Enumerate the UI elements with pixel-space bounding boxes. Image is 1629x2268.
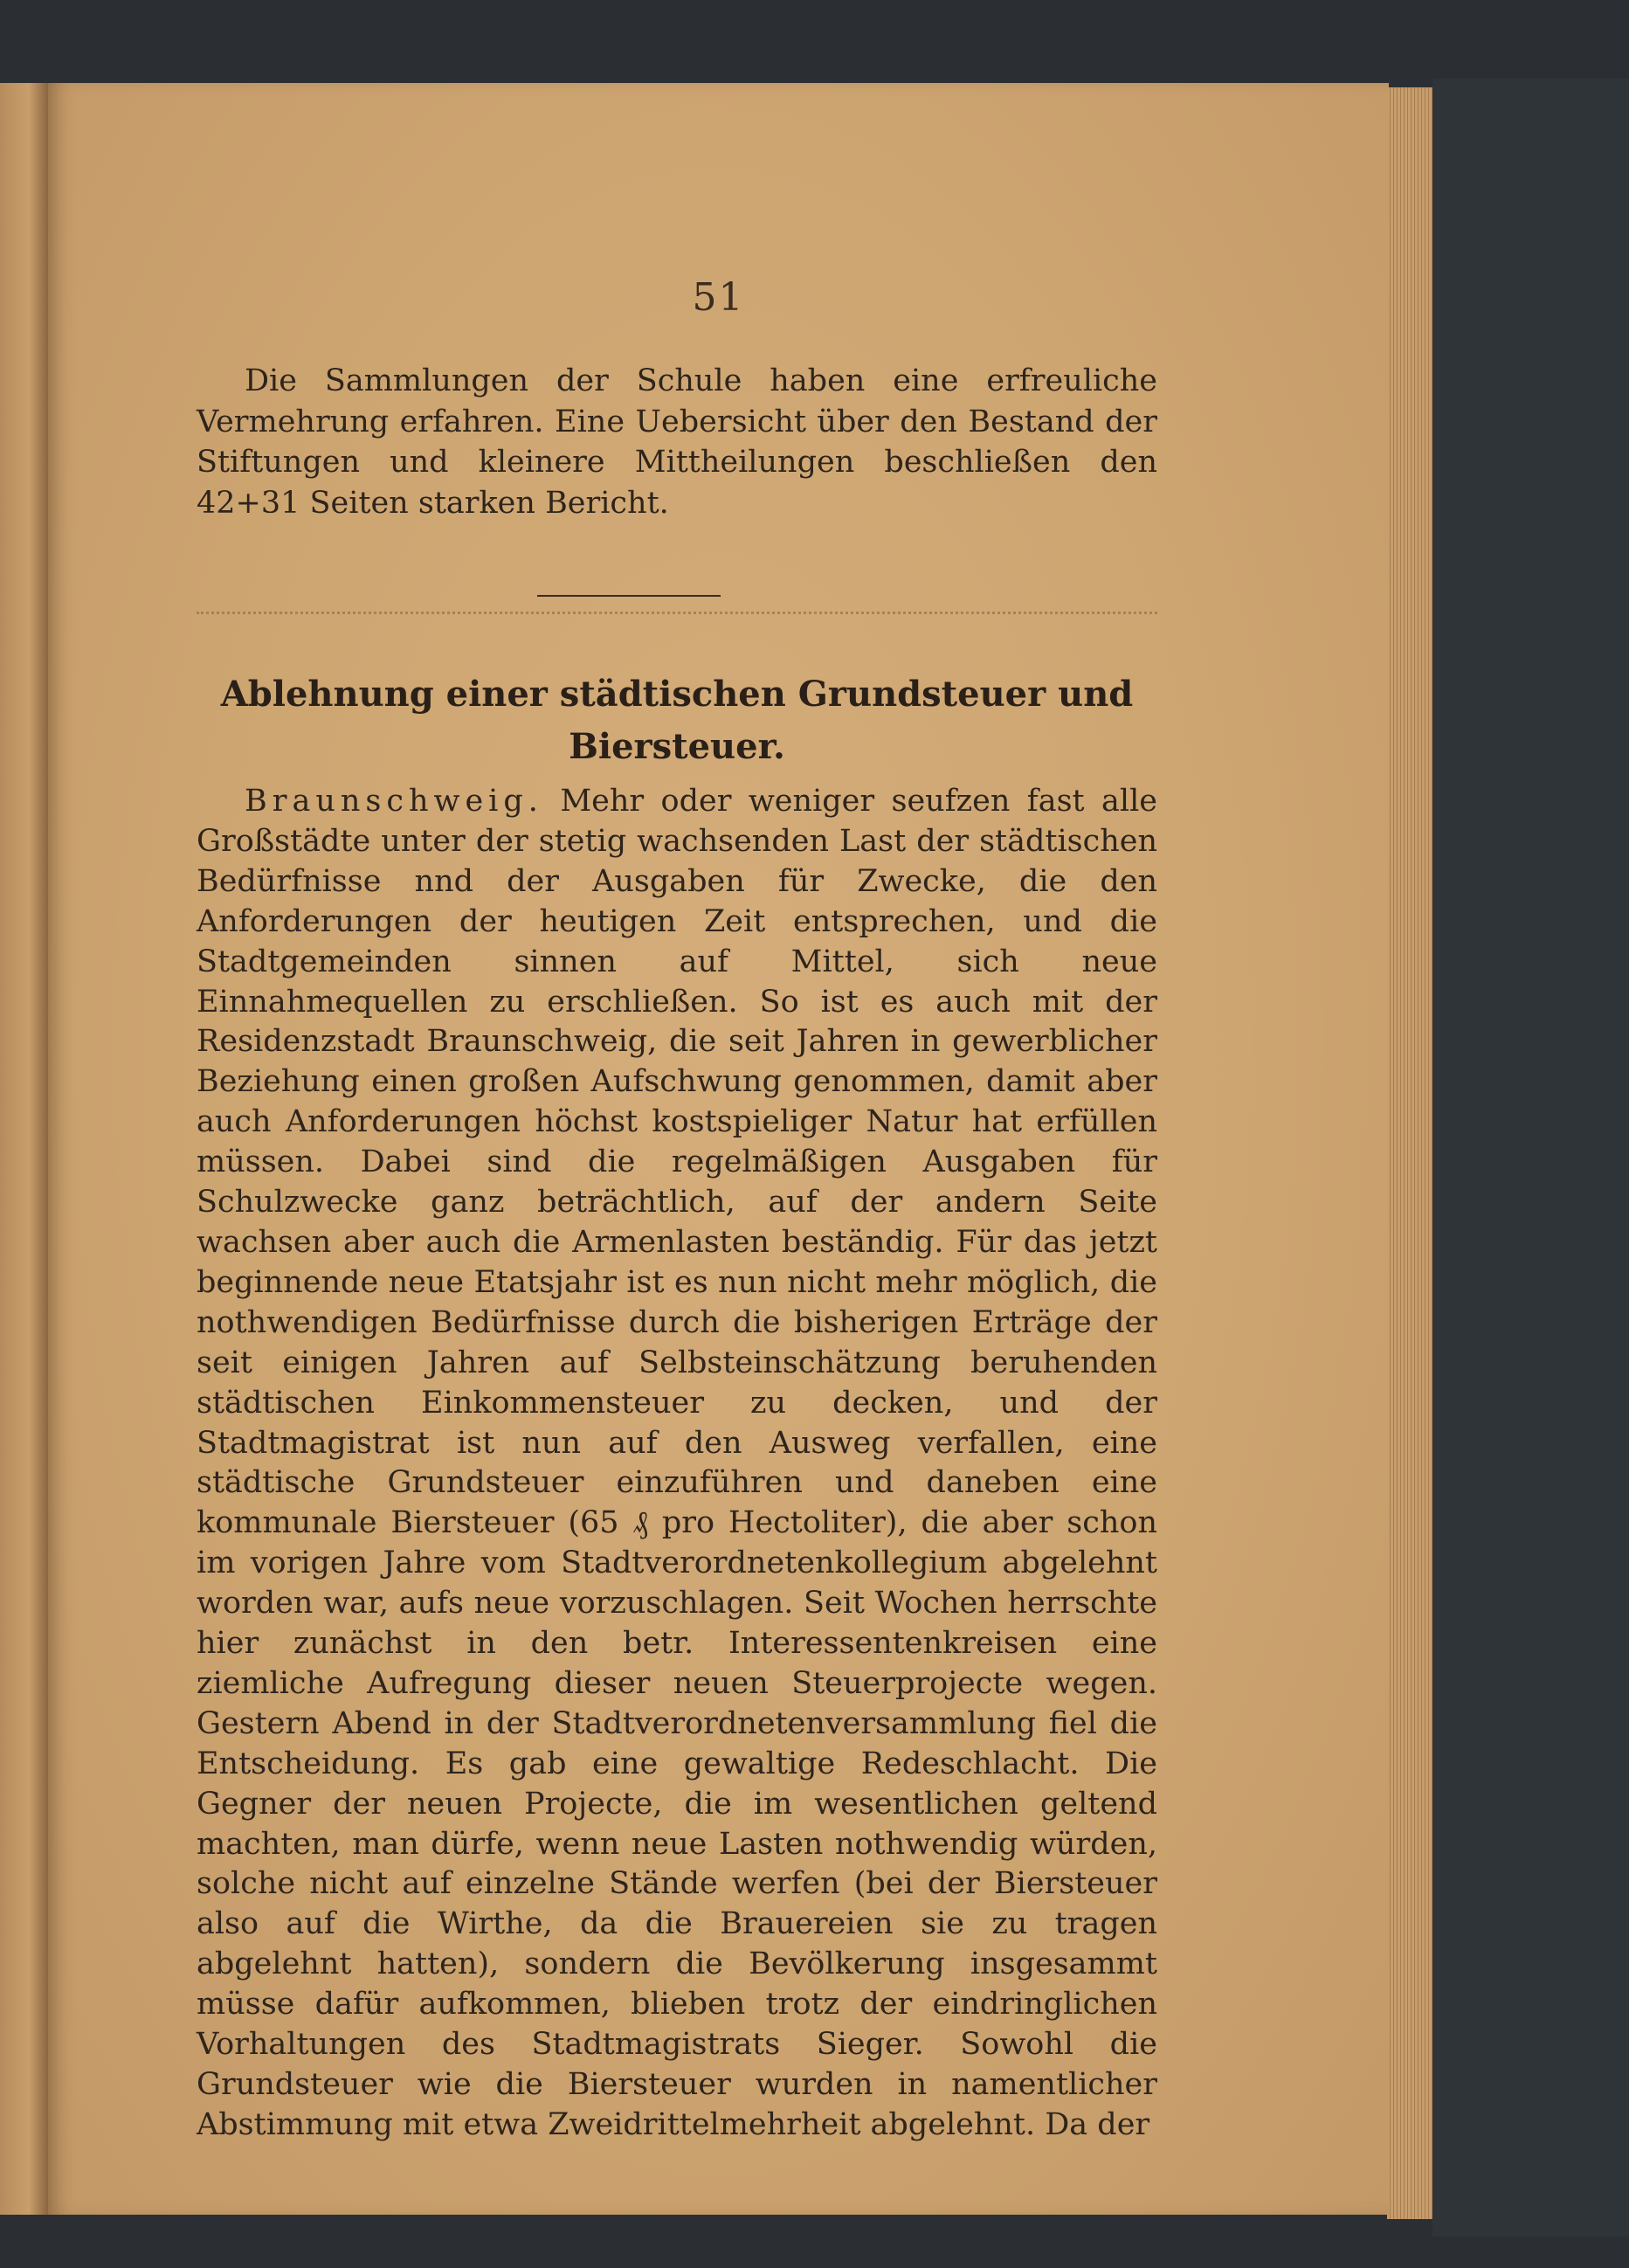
book-cover-edge	[1432, 79, 1629, 2237]
section-divider	[537, 595, 721, 597]
page-edge-stack	[1387, 87, 1432, 2219]
intro-paragraph: Die Sammlungen der Schule haben eine erfreuliche Vermehrung erfahren. Eine Uebersicht über den Bestand der Stiftungen und kleinere Mittheilungen beschließen den 42+31 Seiten starken Bericht.	[197, 363, 1157, 521]
faint-rule	[197, 612, 1157, 614]
page-number: 51	[692, 275, 745, 320]
left-page-sliver	[0, 83, 48, 2215]
article-place: Braunschweig.	[245, 784, 543, 819]
article-heading: Ablehnung einer städtischen Grundsteuer und Biersteuer.	[220, 674, 1134, 767]
article-body: Mehr oder weniger seufzen fast alle Großstädte unter der stetig wachsenden Last der städtischen Bedürfnisse nnd der Ausgaben für Zwecke, die den Anforderungen der heutigen Zeit entsprechen, und die Stadtgemeinden sinnen auf Mittel, sich neue Einnahmequellen zu erschließen. So ist es auch mit der Residenzstadt Braunschweig, die seit Jahren in gewerblicher Beziehung einen großen Aufschwung genommen, damit aber auch Anforderungen höchst kostspieliger Natur hat erfüllen müssen. Dabei sind die regelmäßigen Ausgaben für Schulzwecke ganz beträchtlich, auf der andern Seite wachsen aber auch die Armenlasten beständig. Für das jetzt beginnende neue Etatsjahr ist es nun nicht mehr möglich, die nothwendigen Bedürfnisse durch die bisherigen Erträge der seit einigen Jahren auf Selbsteinschätzung beruhenden städtischen Einkommensteuer zu decken, und der Stadtmagistrat ist nun auf den Ausweg verfallen, eine städtische Grundsteuer einzuführen und daneben eine kommunale Biersteuer (65 ₰ pro Hectoliter), die aber schon im vorigen Jahre vom Stadtverordnetenkollegium abgelehnt worden war, aufs neue vorzuschlagen. Seit Wochen herrschte hier zunächst in den betr. Interessentenkreisen eine ziemliche Aufregung dieser neuen Steuerprojecte wegen. Gestern Abend in der Stadtverordnetenversammlung fiel die Entscheidung. Es gab eine gewaltige Redeschlacht. Die Gegner der neuen Projecte, die im wesentlichen geltend machten, man dürfe, wenn neue Lasten nothwendig würden, solche nicht auf einzelne Stände werfen (bei der Biersteuer also auf die Wirthe, da die Brauereien sie zu tragen abgelehnt hatten), sondern die Bevölkerung insgesammt müsse dafür aufkommen, blieben trotz der eindringlichen Vorhaltungen des Stadtmagistrats Sieger. Sowohl die Grundsteuer wie die Biersteuer wurden in namentlicher Abstimmung mit etwa Zweidrittelmehrheit abgelehnt. Da der	[197, 784, 1157, 2142]
article-paragraph	[197, 782, 1157, 2146]
book-page	[48, 83, 1389, 2215]
